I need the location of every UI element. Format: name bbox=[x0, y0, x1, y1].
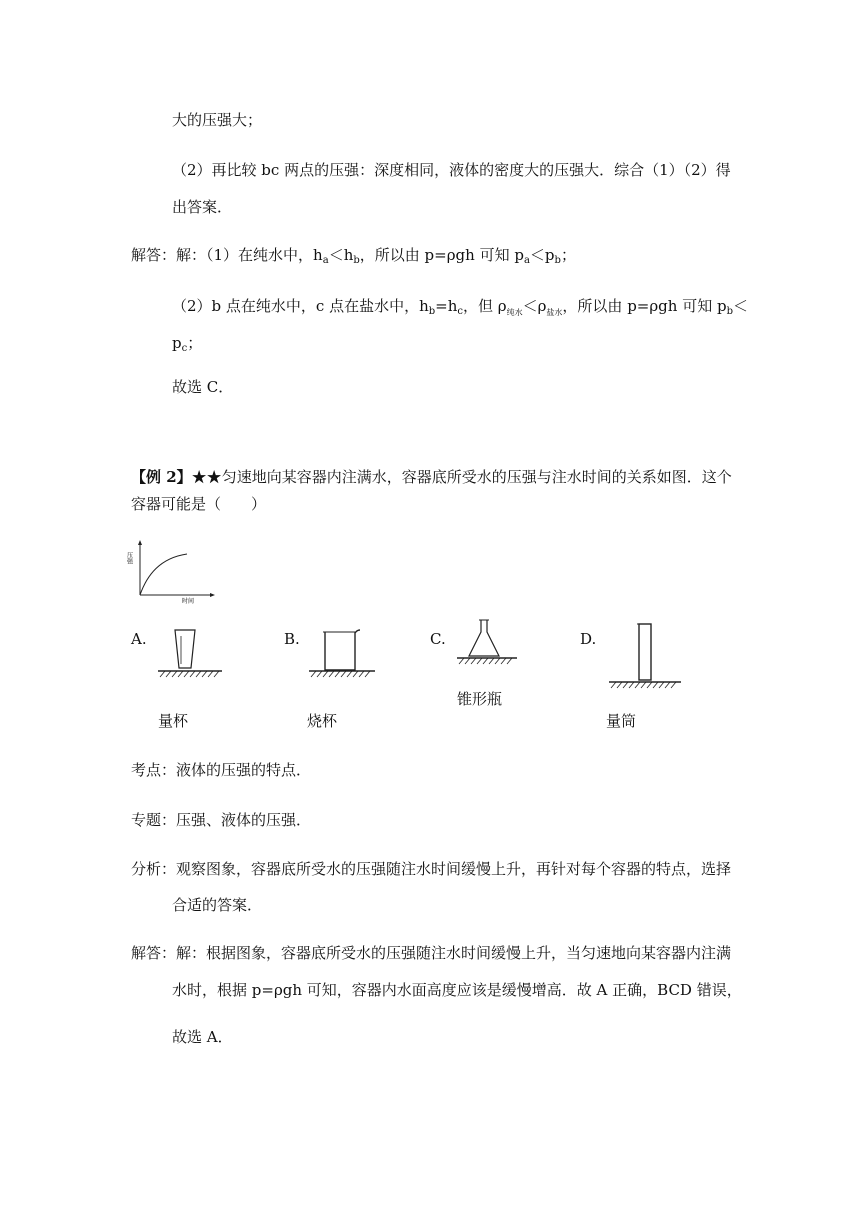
ground-hatching bbox=[459, 658, 512, 664]
solution-step-1 bbox=[131, 245, 576, 271]
example-label: 【例 2】 bbox=[131, 468, 192, 486]
test-point-text: 液体的压强的特点． bbox=[176, 761, 312, 779]
solution-cont: 水时，根据 p=ρgh 可知，容器内水面高度应该是缓慢增高．故 A 正确，BCD 错误， bbox=[172, 981, 742, 999]
x-axis-arrow bbox=[210, 593, 215, 597]
option-a-caption: 量杯 bbox=[158, 712, 189, 730]
text: ，但 ρ bbox=[463, 297, 507, 315]
option-c-caption: 锥形瓶 bbox=[457, 690, 503, 708]
subscript: b bbox=[726, 306, 733, 317]
subscript: 纯水 bbox=[506, 308, 523, 317]
ground-hatching bbox=[611, 682, 676, 688]
analysis-step-2: （2）再比较 bc 两点的压强：深度相同，液体的密度大的压强大．综合（1）（2）得 bbox=[172, 161, 731, 179]
pressure-time-graph bbox=[125, 540, 215, 608]
previous-answer-choice: 故选 C． bbox=[172, 378, 234, 396]
option-b-caption: 烧杯 bbox=[307, 712, 338, 730]
graduated-cylinder-body bbox=[639, 624, 651, 680]
option-a-label: A. bbox=[131, 630, 147, 648]
text: ； bbox=[187, 334, 203, 352]
text: ＜ρ bbox=[522, 297, 547, 315]
text: 解：（1）在纯水中，h bbox=[176, 246, 323, 264]
text: p bbox=[172, 334, 182, 352]
text: =h bbox=[435, 297, 458, 315]
text: ，所以由 p=ρgh 可知 p bbox=[562, 297, 727, 315]
analysis-text: 观察图象，容器底所受水的压强随注水时间缓慢上升，再针对每个容器的特点，选择 bbox=[176, 860, 732, 878]
pressure-curve bbox=[140, 554, 187, 595]
difficulty-stars: ★★ bbox=[191, 468, 222, 486]
example-2-question-cont: 容器可能是（ ） bbox=[131, 495, 267, 513]
subscript: b bbox=[428, 306, 436, 317]
solution-label: 解答： bbox=[131, 944, 177, 962]
y-axis-label: 压强 bbox=[125, 552, 133, 564]
subscript: a bbox=[322, 255, 329, 266]
topic-text: 压强、液体的压强． bbox=[176, 811, 312, 829]
subscript: c bbox=[181, 343, 188, 354]
analysis-step-2-cont: 出答案． bbox=[172, 198, 233, 216]
subscript: c bbox=[457, 306, 463, 317]
subscript: a bbox=[523, 255, 530, 266]
topic-label: 专题： bbox=[131, 811, 177, 829]
option-d-label: D. bbox=[580, 630, 597, 648]
text: ＜p bbox=[529, 246, 555, 264]
y-axis-arrow bbox=[138, 540, 142, 545]
solution-label: 解答： bbox=[131, 246, 177, 264]
example-2-question bbox=[131, 467, 732, 487]
subscript: b bbox=[554, 255, 561, 266]
solution-continuation: 大的压强大； bbox=[172, 111, 263, 129]
text: ＜ bbox=[733, 297, 749, 315]
conical-flask-body bbox=[469, 620, 499, 656]
analysis bbox=[131, 859, 731, 879]
x-axis-label: 时间 bbox=[182, 598, 195, 605]
text: ＜h bbox=[328, 246, 354, 264]
topic bbox=[131, 810, 311, 830]
option-d-caption: 量筒 bbox=[606, 712, 637, 730]
question-text: 匀速地向某容器内注满水，容器底所受水的压强与注水时间的关系如图．这个 bbox=[221, 468, 732, 486]
subscript: b bbox=[353, 255, 360, 266]
solution bbox=[131, 943, 731, 963]
test-point bbox=[131, 760, 311, 780]
subscript: 盐水 bbox=[546, 308, 563, 317]
analysis-cont: 合适的答案． bbox=[172, 896, 263, 914]
option-c-label: C. bbox=[430, 630, 446, 648]
option-b-label: B. bbox=[284, 630, 300, 648]
solution-step-2-cont bbox=[172, 333, 202, 359]
answer-choice: 故选 A． bbox=[172, 1028, 233, 1046]
beaker-figure bbox=[307, 628, 377, 680]
solution-step-2 bbox=[172, 296, 748, 323]
beaker-body bbox=[325, 630, 360, 670]
solution-text: 解：根据图象，容器底所受水的压强随注水时间缓慢上升，当匀速地向某容器内注满 bbox=[176, 944, 732, 962]
text: （2）b 点在纯水中，c 点在盐水中，h bbox=[172, 297, 429, 315]
graduated-cylinder-figure bbox=[605, 620, 685, 690]
conical-flask-figure bbox=[455, 618, 520, 666]
text: ，所以由 p=ρgh 可知 p bbox=[359, 246, 524, 264]
measuring-cup-body bbox=[175, 630, 195, 668]
text: ； bbox=[560, 246, 576, 264]
ground-hatching bbox=[311, 671, 370, 677]
measuring-cup-figure bbox=[155, 628, 225, 678]
ground-hatching bbox=[160, 671, 219, 677]
test-point-label: 考点： bbox=[131, 761, 177, 779]
analysis-label: 分析： bbox=[131, 860, 177, 878]
